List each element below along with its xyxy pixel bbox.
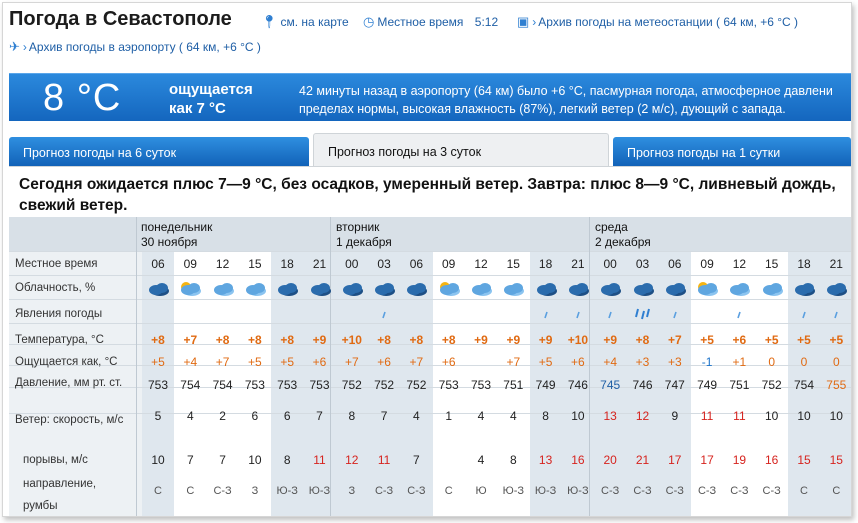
temperature-cell: +7 bbox=[667, 333, 682, 347]
wind-speed-cell: 10 bbox=[797, 409, 811, 423]
feels-like-cell: +3 bbox=[635, 355, 650, 369]
pressure-cell: 746 bbox=[632, 378, 653, 392]
tab-3-days[interactable]: Прогноз погоды на 3 суток bbox=[313, 133, 609, 166]
current-weather bbox=[9, 73, 851, 121]
cloud-icon bbox=[759, 279, 785, 299]
wind-speed-cell: 9 bbox=[671, 409, 679, 423]
pressure-cell: 752 bbox=[406, 378, 427, 392]
airplane-icon: ✈ bbox=[9, 39, 20, 54]
pressure-cell: 754 bbox=[212, 378, 233, 392]
wind-speed-cell: 11 bbox=[700, 409, 714, 423]
label-feels: Ощущается как, °С bbox=[15, 356, 118, 368]
wind-direction-cell: С-З bbox=[374, 485, 394, 497]
temperature-cell: +8 bbox=[280, 333, 295, 347]
pressure-cell: 753 bbox=[244, 378, 265, 392]
wind-direction-cell: З bbox=[251, 485, 259, 497]
feels-like-cell: 0 bbox=[800, 355, 808, 369]
pressure-cell: 747 bbox=[664, 378, 685, 392]
wind-direction-cell: З bbox=[348, 485, 356, 497]
pressure-cell: 745 bbox=[600, 378, 621, 392]
station-archive-link[interactable]: ▣ › Архив погоды на метеостанции ( 64 км, +6 °C ) bbox=[517, 14, 799, 29]
temperature-cell: +8 bbox=[409, 333, 424, 347]
cloud-icon bbox=[726, 279, 752, 299]
clock-icon: ◷ bbox=[363, 14, 375, 29]
hour-cell: 06 bbox=[151, 257, 165, 271]
wind-direction-cell: Ю-З bbox=[534, 485, 557, 497]
wind-gust-cell: 8 bbox=[283, 453, 291, 467]
tab-1-day[interactable]: Прогноз погоды на 1 сутки bbox=[613, 137, 851, 166]
wind-direction-cell: С-З bbox=[665, 485, 684, 497]
station-icon: ▣ bbox=[517, 14, 530, 29]
cloud-icon bbox=[274, 279, 300, 299]
hour-cell: 03 bbox=[635, 257, 650, 271]
cloud-icon bbox=[468, 279, 494, 299]
wind-speed-cell: 5 bbox=[154, 409, 162, 423]
wind-gust-cell: 20 bbox=[603, 453, 617, 467]
hour-cell: 12 bbox=[474, 257, 488, 271]
wind-speed-cell: 6 bbox=[283, 409, 291, 423]
feels-like-cell: +4 bbox=[603, 355, 618, 369]
hour-cell: 09 bbox=[442, 257, 456, 271]
cloud-icon bbox=[145, 279, 171, 299]
label-clouds: Облачность, % bbox=[15, 282, 96, 294]
cloud-icon bbox=[307, 279, 333, 299]
pressure-cell: 751 bbox=[729, 378, 750, 392]
wind-direction-cell: С-З bbox=[762, 485, 781, 497]
weather-widget bbox=[2, 2, 852, 517]
wind-gust-cell: 12 bbox=[345, 453, 359, 467]
tab-6-days[interactable]: Прогноз погоды на 6 суток bbox=[9, 137, 309, 166]
wind-speed-cell: 6 bbox=[251, 409, 259, 423]
pressure-cell: 753 bbox=[147, 378, 169, 392]
feels-like-cell: +6 bbox=[377, 355, 391, 369]
rain-drop-icon bbox=[371, 305, 397, 323]
hour-cell: 21 bbox=[829, 257, 843, 271]
wind-gust-cell: 11 bbox=[377, 453, 391, 467]
wind-direction-cell: С-З bbox=[601, 485, 620, 497]
feels-like-cell: -1 bbox=[701, 355, 713, 369]
pressure-cell: 749 bbox=[697, 378, 718, 392]
wind-gust-cell: 4 bbox=[477, 453, 485, 467]
label-wind-speed: Ветер: скорость, м/с bbox=[15, 414, 124, 426]
label-direction: направление, румбы bbox=[23, 478, 97, 512]
feels-like-cell: +6 bbox=[312, 355, 327, 369]
wind-gust-cell: 11 bbox=[313, 453, 326, 467]
temperature-cell: +8 bbox=[635, 333, 650, 347]
pressure-cell: 755 bbox=[826, 378, 847, 392]
forecast-tabs bbox=[9, 133, 851, 166]
day-tuesday: вторник 1 декабря bbox=[336, 220, 392, 249]
wind-speed-cell: 7 bbox=[380, 409, 388, 423]
rain-drop-icon bbox=[662, 305, 688, 323]
wind-direction-cell: Ю bbox=[475, 485, 487, 497]
wind-direction-cell: С-З bbox=[407, 485, 426, 497]
wind-gust-cell: 17 bbox=[700, 453, 714, 467]
forecast-summary: Сегодня ожидается плюс 7—9 °С, без осадков, умеренный ветер. Завтра: плюс 8—9 °С, ливневый дождь, свежий ветер. bbox=[9, 166, 851, 216]
feels-like-cell: +3 bbox=[667, 355, 682, 369]
hour-cell: 18 bbox=[797, 257, 811, 271]
day-wednesday: среда 2 декабря bbox=[595, 220, 651, 249]
wind-speed-cell: 4 bbox=[509, 409, 517, 423]
pressure-cell: 753 bbox=[470, 378, 492, 392]
feels-like-cell: +1 bbox=[732, 355, 747, 369]
wind-gust-cell: 17 bbox=[668, 453, 682, 467]
feels-like-cell: +6 bbox=[571, 355, 585, 369]
pressure-cell: 749 bbox=[535, 378, 556, 392]
wind-direction-cell: С bbox=[154, 485, 162, 497]
hour-cell: 00 bbox=[603, 257, 617, 271]
temperature-cell: +10 bbox=[341, 333, 362, 347]
feels-like-cell: +7 bbox=[344, 355, 359, 369]
feels-like-cell: 0 bbox=[768, 355, 776, 369]
wind-gust-cell: 7 bbox=[219, 453, 226, 467]
hour-cell: 09 bbox=[700, 257, 714, 271]
temperature-cell: +5 bbox=[700, 333, 714, 347]
hour-cell: 21 bbox=[312, 257, 327, 271]
wind-speed-cell: 11 bbox=[733, 409, 746, 423]
temperature-cell: +5 bbox=[829, 333, 844, 347]
pressure-cell: 754 bbox=[180, 378, 201, 392]
feels-like-cell: +7 bbox=[506, 355, 521, 369]
wind-speed-cell: 4 bbox=[186, 409, 194, 423]
hour-cell: 15 bbox=[765, 257, 779, 271]
rain-drop-icon bbox=[823, 305, 849, 323]
airport-archive-link[interactable]: ✈ › Архив погоды в аэропорту ( 64 км, +6 °C ) bbox=[9, 39, 261, 54]
wind-speed-cell: 4 bbox=[413, 409, 420, 423]
hour-cell: 00 bbox=[345, 257, 359, 271]
pressure-cell: 751 bbox=[503, 378, 524, 392]
local-time: ◷ Местное время 5:12 bbox=[363, 14, 499, 29]
pressure-cell: 746 bbox=[567, 378, 588, 392]
wind-direction-cell: Ю-З bbox=[276, 485, 298, 497]
forecast-table bbox=[9, 217, 851, 517]
wind-gust-cell: 8 bbox=[509, 453, 517, 467]
pressure-cell: 753 bbox=[438, 378, 459, 392]
cloud-icon bbox=[630, 279, 656, 299]
temperature-cell: +10 bbox=[567, 333, 589, 347]
wind-gust-cell: 19 bbox=[732, 453, 747, 467]
wind-speed-cell: 10 bbox=[571, 409, 585, 423]
wind-direction-cell: С bbox=[832, 485, 841, 497]
temperature-cell: +8 bbox=[377, 333, 391, 347]
label-gusts: порывы, м/с bbox=[23, 454, 88, 466]
sun-cloud-icon bbox=[694, 279, 720, 299]
wind-direction-cell: С bbox=[800, 485, 808, 497]
feels-like-cell: +7 bbox=[215, 355, 230, 369]
cloud-icon bbox=[662, 279, 688, 299]
temperature-cell: +5 bbox=[797, 333, 811, 347]
hour-cell: 12 bbox=[732, 257, 747, 271]
cloud-icon bbox=[500, 279, 526, 299]
rain-drop-icon bbox=[791, 305, 817, 323]
hour-cell: 06 bbox=[668, 257, 682, 271]
wind-direction-cell: С bbox=[186, 485, 195, 497]
wind-speed-cell: 8 bbox=[542, 409, 549, 423]
pressure-cell: 752 bbox=[341, 378, 362, 392]
hour-cell: 09 bbox=[183, 257, 197, 271]
wind-gust-cell: 16 bbox=[765, 453, 779, 467]
wind-gust-cell: 15 bbox=[829, 453, 843, 467]
pressure-cell: 752 bbox=[374, 378, 395, 392]
cloud-icon bbox=[242, 279, 268, 299]
wind-gust-cell: 15 bbox=[797, 453, 811, 467]
wind-speed-cell: 12 bbox=[635, 409, 650, 423]
wind-speed-cell: 7 bbox=[316, 409, 323, 423]
label-temperature: Температура, °С bbox=[15, 334, 104, 346]
wind-direction-cell: С-З bbox=[633, 485, 652, 497]
rain-drop-icon bbox=[565, 305, 591, 323]
pressure-cell: 754 bbox=[793, 378, 815, 392]
wind-speed-cell: 8 bbox=[348, 409, 356, 423]
page-title: Погода в Севастополе bbox=[9, 8, 232, 30]
wind-gust-cell: 7 bbox=[413, 453, 420, 467]
wind-gust-cell: 10 bbox=[151, 453, 165, 467]
hour-cell: 06 bbox=[409, 257, 424, 271]
wind-speed-cell: 1 bbox=[445, 409, 453, 423]
feels-like-cell: +7 bbox=[409, 355, 424, 369]
hour-cell: 15 bbox=[506, 257, 520, 271]
cloud-icon bbox=[565, 279, 591, 299]
pressure-cell: 752 bbox=[761, 378, 782, 392]
day-monday: понедельник 30 ноября bbox=[141, 220, 213, 249]
label-local-time: Местное время bbox=[15, 258, 98, 270]
cloud-icon bbox=[533, 279, 559, 299]
wind-speed-cell: 10 bbox=[765, 409, 779, 423]
hour-cell: 15 bbox=[248, 257, 262, 271]
hour-cell: 18 bbox=[280, 257, 294, 271]
wind-speed-cell: 4 bbox=[477, 409, 485, 423]
wind-direction-cell: Ю-З bbox=[567, 485, 589, 497]
wind-gust-cell: 10 bbox=[248, 453, 262, 467]
hour-cell: 21 bbox=[571, 257, 585, 271]
wind-speed-cell: 2 bbox=[219, 409, 226, 423]
label-pressure: Давление, мм рт. ст. bbox=[15, 377, 123, 389]
map-pin-icon: 📍︎ bbox=[261, 14, 278, 29]
rain-drop-icon bbox=[726, 305, 752, 323]
heavy-rain-icon bbox=[630, 305, 656, 323]
hour-cell: 03 bbox=[377, 257, 391, 271]
day-separator bbox=[136, 217, 137, 517]
hour-cell: 12 bbox=[215, 257, 230, 271]
wind-gust-cell: 7 bbox=[186, 453, 194, 467]
feels-like-cell: +5 bbox=[248, 355, 262, 369]
current-feels-like: ощущается как 7 °C bbox=[169, 81, 253, 117]
wind-speed-cell: 13 bbox=[603, 409, 617, 423]
label-phenomena: Явления погоды bbox=[15, 308, 103, 320]
cloud-icon bbox=[403, 279, 429, 299]
temperature-cell: +8 bbox=[215, 333, 230, 347]
wind-direction-cell: С-З bbox=[213, 485, 232, 497]
feels-like-cell: +5 bbox=[280, 355, 295, 369]
temperature-cell: +9 bbox=[603, 333, 618, 347]
hour-cell: 18 bbox=[538, 257, 553, 271]
temperature-cell: +8 bbox=[441, 333, 456, 347]
temperature-cell: +7 bbox=[183, 333, 198, 347]
wind-direction-cell: С-З bbox=[730, 485, 749, 497]
temperature-cell: +9 bbox=[538, 333, 553, 347]
temperature-cell: +6 bbox=[732, 333, 747, 347]
feels-like-cell: +5 bbox=[151, 355, 165, 369]
cloud-icon bbox=[339, 279, 365, 299]
wind-direction-cell: С bbox=[444, 485, 453, 497]
sun-cloud-icon bbox=[436, 279, 462, 299]
sun-cloud-icon bbox=[177, 279, 203, 299]
temperature-cell: +9 bbox=[474, 333, 488, 347]
temperature-cell: +9 bbox=[506, 333, 521, 347]
temperature-cell: +8 bbox=[248, 333, 262, 347]
cloud-icon bbox=[791, 279, 817, 299]
map-link[interactable]: 📍︎ см. на карте bbox=[261, 14, 349, 29]
wind-direction-cell: Ю-З bbox=[502, 485, 524, 497]
pressure-cell: 753 bbox=[309, 378, 330, 392]
current-temperature: 8 °C bbox=[43, 77, 122, 119]
cloud-icon bbox=[597, 279, 623, 299]
temperature-cell: +5 bbox=[764, 333, 779, 347]
wind-speed-cell: 10 bbox=[829, 409, 843, 423]
rain-drop-icon bbox=[533, 305, 559, 323]
pressure-cell: 753 bbox=[277, 378, 298, 392]
rain-drop-icon bbox=[597, 305, 623, 323]
wind-gust-cell: 21 bbox=[635, 453, 650, 467]
wind-direction-cell: С-З bbox=[697, 485, 717, 497]
feels-like-cell: 0 bbox=[832, 355, 840, 369]
cloud-icon bbox=[371, 279, 397, 299]
feels-like-cell: +5 bbox=[538, 355, 553, 369]
cloud-icon bbox=[210, 279, 236, 299]
feels-like-cell: +4 bbox=[183, 355, 198, 369]
current-description: 42 минуты назад в аэропорту (64 км) было +6 °C, пасмурная погода, атмосферное давлени пределах нормы, высокая влажность (87%), легкий ветер (2 м/с), дующий с запада. bbox=[299, 84, 833, 116]
temperature-cell: +9 bbox=[312, 333, 327, 347]
cloud-icon bbox=[823, 279, 849, 299]
wind-gust-cell: 13 bbox=[538, 453, 553, 467]
wind-gust-cell: 16 bbox=[571, 453, 585, 467]
temperature-cell: +8 bbox=[151, 333, 165, 347]
feels-like-cell: +6 bbox=[441, 355, 456, 369]
wind-direction-cell: Ю-З bbox=[308, 485, 331, 497]
